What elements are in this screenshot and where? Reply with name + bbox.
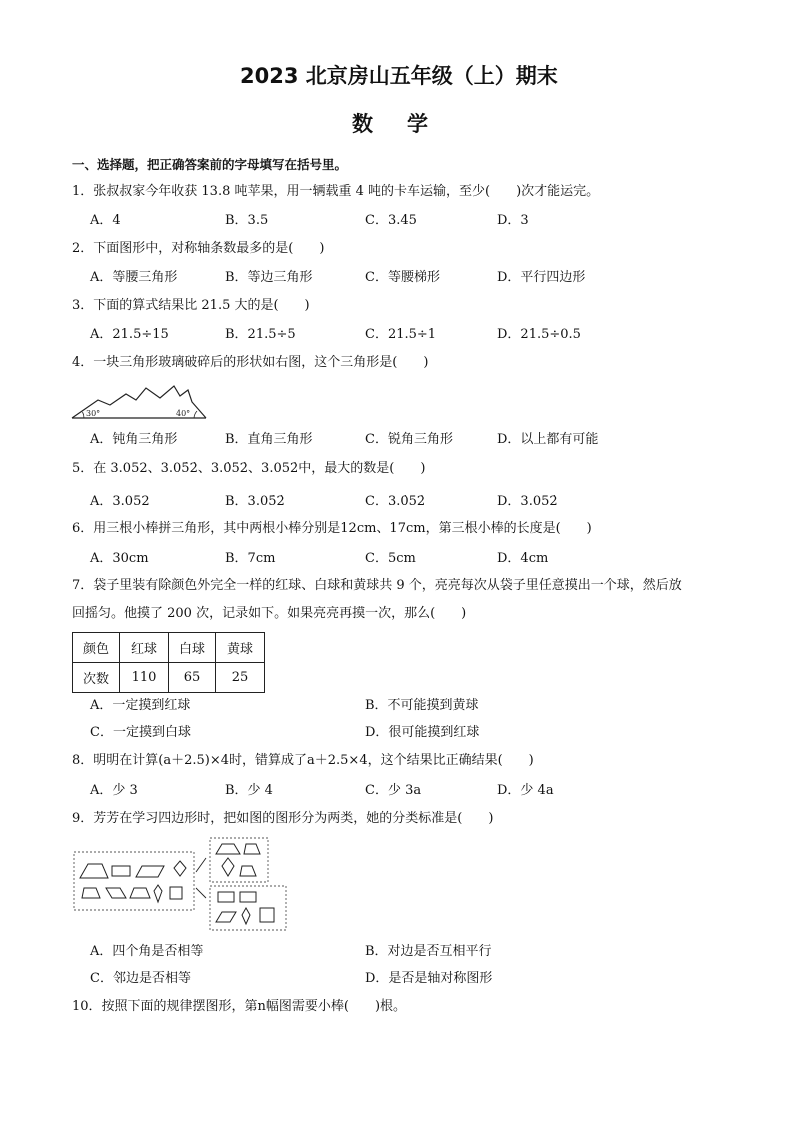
question-10-stem: 10．按照下面的规律摆图形，第n幅图需要小棒( )根。 [72, 999, 407, 1014]
question-2-option-b: B．等边三角形 [225, 270, 313, 285]
table-cell: 黄球 [216, 633, 265, 663]
question-3-option-b: B．21.5÷5 [225, 327, 296, 342]
question-7-option-b: B．不可能摸到黄球 [365, 698, 479, 713]
broken-triangle-figure [70, 378, 210, 422]
question-9-option-d: D．是否是轴对称图形 [365, 971, 493, 986]
question-4-option-d: D．以上都有可能 [497, 432, 599, 447]
angle-30-label: 30° [86, 409, 101, 418]
question-9-stem: 9．芳芳在学习四边形时，把如图的图形分为两类，她的分类标准是( ) [72, 811, 494, 826]
question-6-option-c: C．5cm [365, 551, 416, 566]
question-1-stem: 1．张叔叔家今年收获 13.8 吨苹果，用一辆载重 4 吨的卡车运输，至少( )次才能运完。 [72, 184, 600, 199]
question-5-option-c: C．3.0̇52̇ [365, 494, 426, 509]
question-5-stem: 5．在 3.052、3.05̇2̇、3.0̇52̇、3.052̇中，最大的数是( ) [72, 461, 426, 476]
question-4-stem: 4．一块三角形玻璃破碎后的形状如右图，这个三角形是( ) [72, 355, 429, 370]
question-5-option-a: A．3.052 [90, 494, 150, 509]
section-heading: 一、选择题，把正确答案前的字母填写在括号里。 [72, 157, 348, 172]
table-cell: 65 [169, 663, 216, 693]
question-6-option-b: B．7cm [225, 551, 276, 566]
question-8-option-a: A．少 3 [90, 783, 138, 798]
question-5-option-d: D．3.052̇ [497, 494, 558, 509]
angle-40-label: 40° [176, 409, 191, 418]
page-title: 2023 北京房山五年级（上）期末 [240, 64, 558, 88]
question-9-option-b: B．对边是否互相平行 [365, 944, 492, 959]
table-cell: 颜色 [73, 633, 120, 663]
question-4-option-a: A．钝角三角形 [90, 432, 178, 447]
question-9-option-a: A．四个角是否相等 [90, 944, 204, 959]
question-1-option-d: D．3 [497, 213, 529, 228]
table-cell: 110 [120, 663, 169, 693]
question-2-option-c: C．等腰梯形 [365, 270, 440, 285]
table-cell: 25 [216, 663, 265, 693]
question-3-stem: 3．下面的算式结果比 21.5 大的是( ) [72, 298, 310, 313]
question-2-stem: 2．下面图形中，对称轴条数最多的是( ) [72, 241, 325, 256]
question-4-option-b: B．直角三角形 [225, 432, 313, 447]
question-7-option-a: A．一定摸到红球 [90, 698, 191, 713]
question-8-option-c: C．少 3a [365, 783, 422, 798]
table-row [73, 663, 265, 693]
question-2-option-d: D．平行四边形 [497, 270, 586, 285]
question-8-stem: 8．明明在计算(a＋2.5)×4时，错算成了a＋2.5×4，这个结果比正确结果( ) [72, 753, 534, 768]
question-9-option-c: C．邻边是否相等 [90, 971, 191, 986]
table-cell: 红球 [120, 633, 169, 663]
question-3-option-c: C．21.5÷1 [365, 327, 437, 342]
question-2-option-a: A．等腰三角形 [90, 270, 178, 285]
table-cell: 白球 [169, 633, 216, 663]
draw-record-table [72, 632, 265, 693]
question-4-option-c: C．锐角三角形 [365, 432, 453, 447]
question-7-stem-line2: 回摇匀。他摸了 200 次，记录如下。如果亮亮再摸一次，那么( ) [72, 606, 467, 621]
table-cell: 次数 [73, 663, 120, 693]
question-1-option-a: A．4 [90, 213, 121, 228]
question-8-option-b: B．少 4 [225, 783, 273, 798]
subject-title: 数学 [352, 112, 462, 136]
question-6-option-d: D．4cm [497, 551, 549, 566]
question-6-stem: 6．用三根小棒拼三角形，其中两根小棒分别是12cm、17cm，第三根小棒的长度是( ) [72, 521, 592, 536]
question-1-option-c: C．3.45 [365, 213, 417, 228]
question-1-option-b: B．3.5 [225, 213, 269, 228]
quadrilateral-classification-figure [72, 836, 288, 932]
table-row [73, 633, 265, 663]
question-7-option-d: D．很可能摸到红球 [365, 725, 480, 740]
question-3-option-d: D．21.5÷0.5 [497, 327, 581, 342]
question-7-option-c: C．一定摸到白球 [90, 725, 191, 740]
question-7-stem-line1: 7．袋子里装有除颜色外完全一样的红球、白球和黄球共 9 个，亮亮每次从袋子里任意摸出一个球，然后放 [72, 578, 682, 593]
question-6-option-a: A．30cm [90, 551, 149, 566]
question-8-option-d: D．少 4a [497, 783, 554, 798]
question-5-option-b: B．3.05̇2̇ [225, 494, 285, 509]
question-3-option-a: A．21.5÷15 [90, 327, 169, 342]
